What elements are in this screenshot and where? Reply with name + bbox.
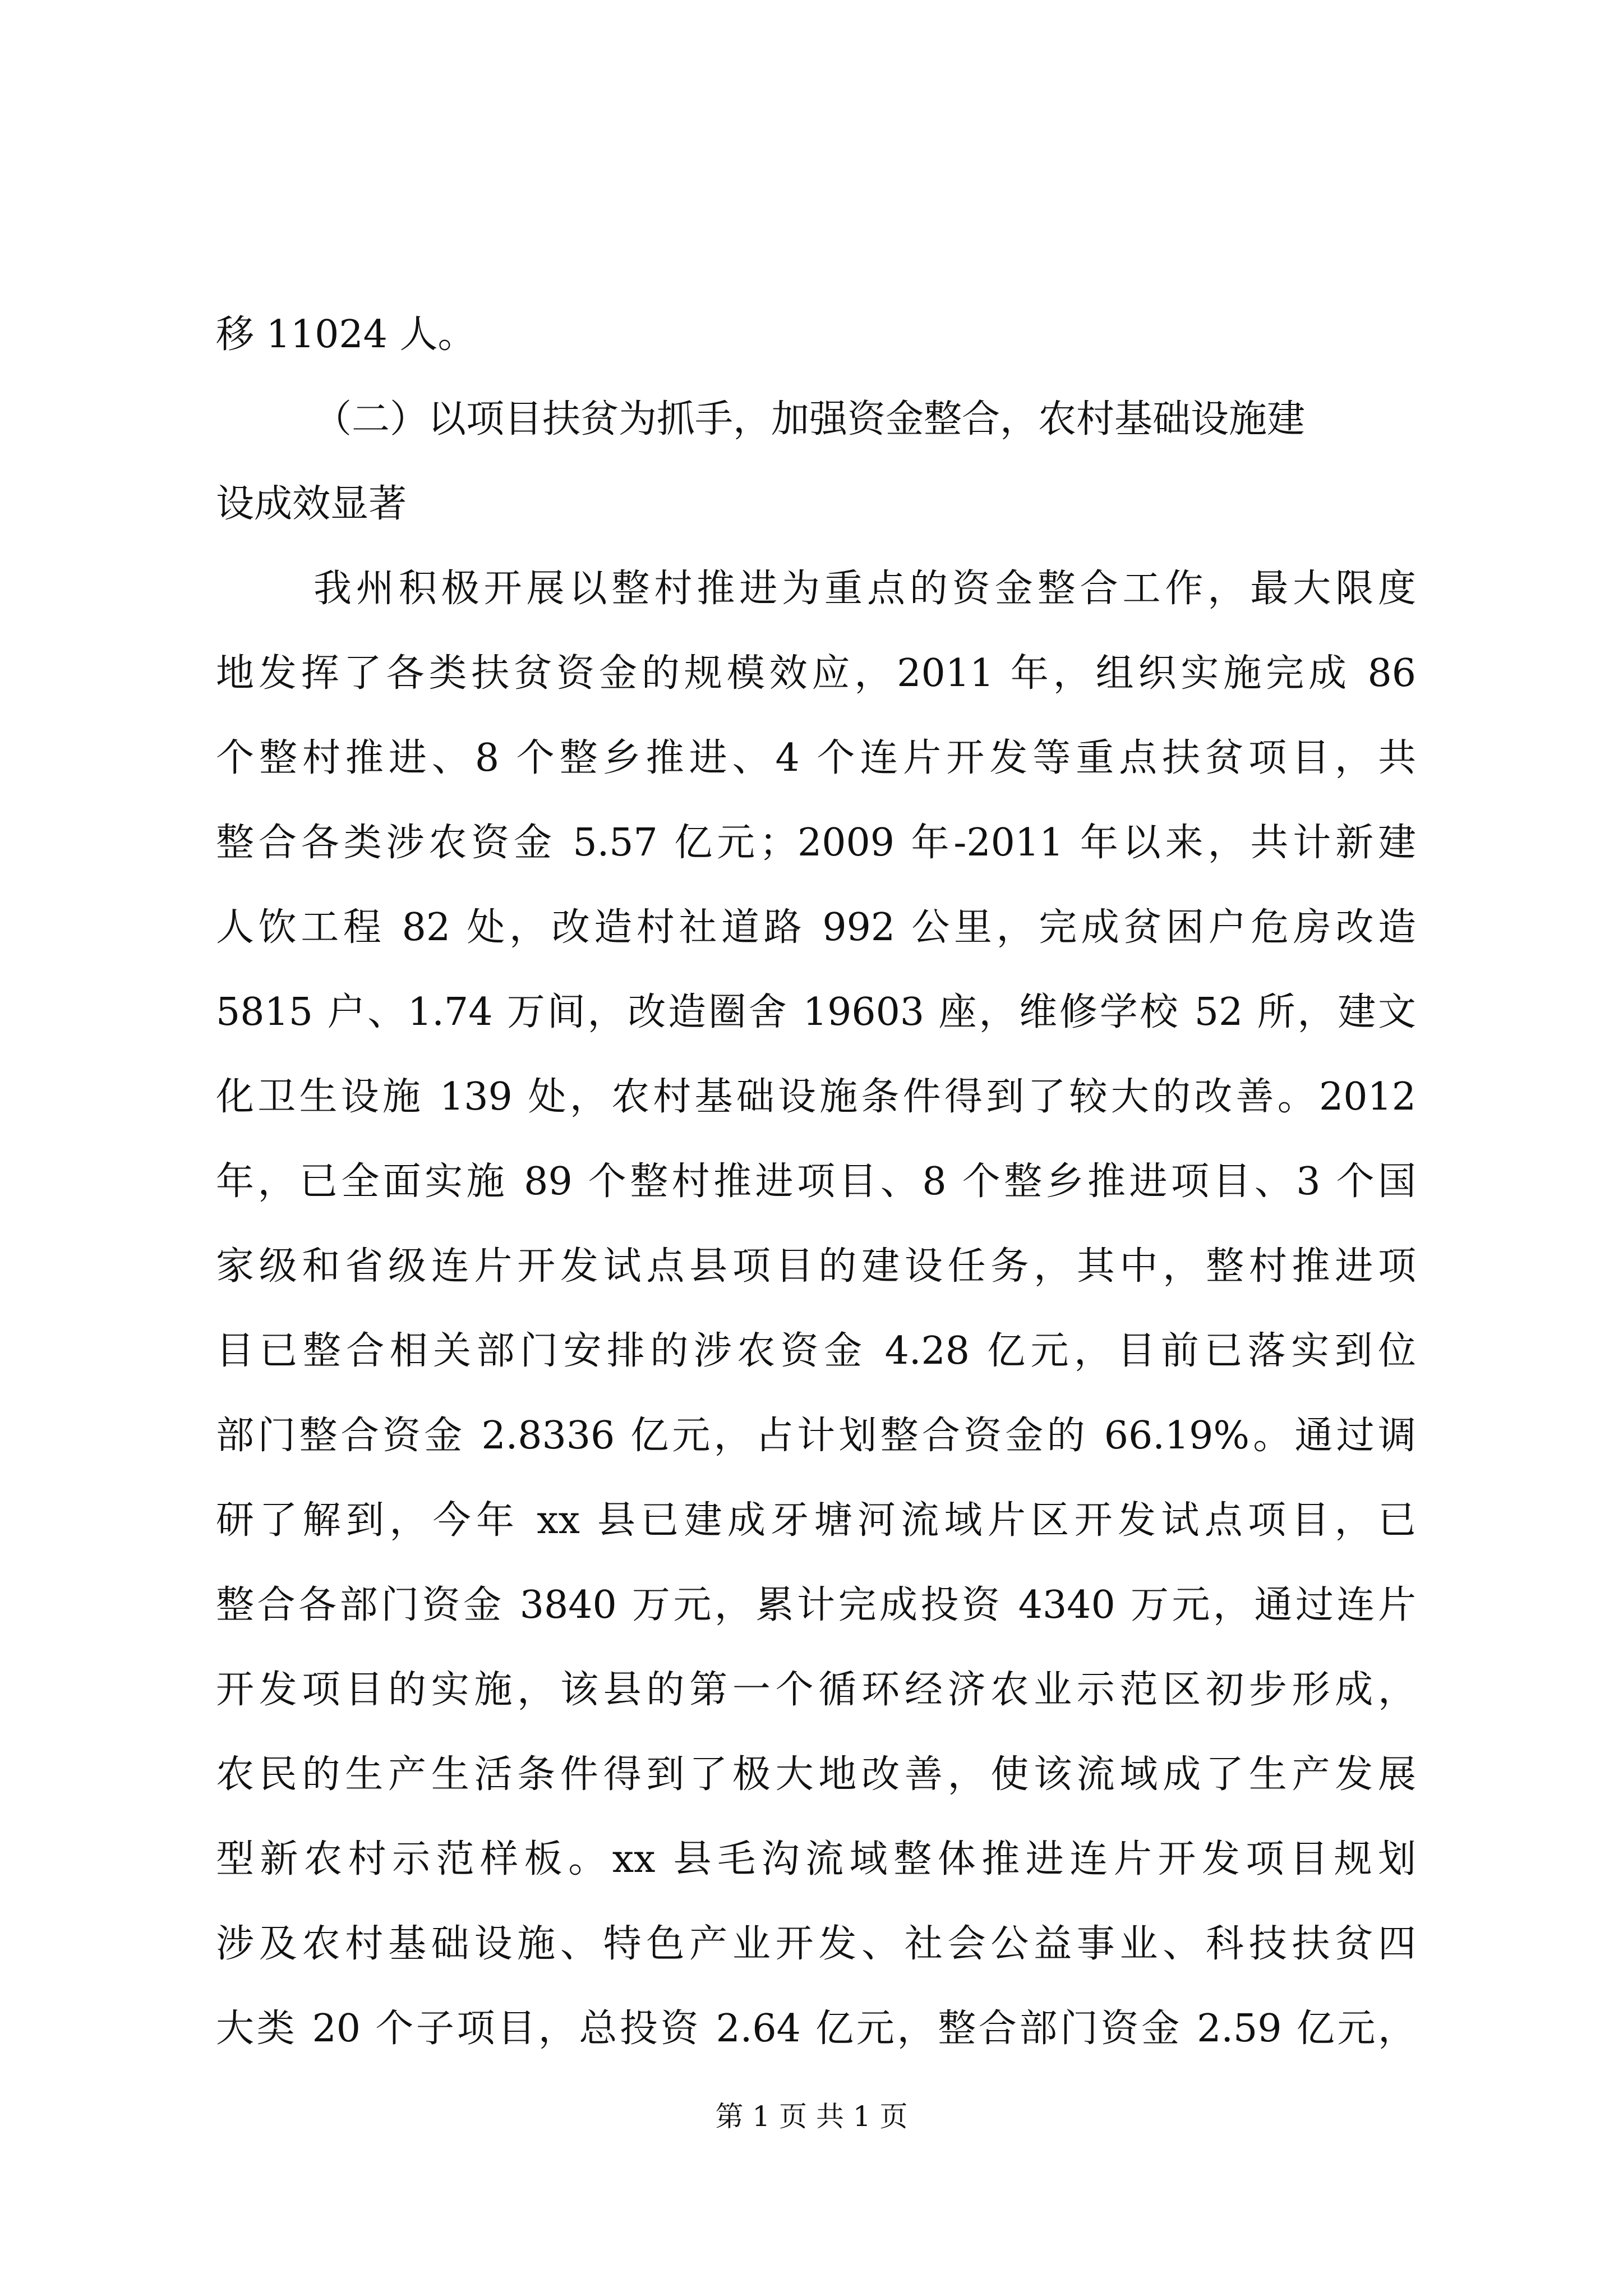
page-number-footer: 第 1 页 共 1 页 — [715, 2100, 908, 2133]
body-text — [216, 308, 1416, 2087]
section-heading-line: 设成效显著 — [216, 482, 407, 526]
text-line: 家级和省级连片开发试点县项目的建设任务，其中，整村推进项 — [216, 1244, 1416, 1289]
text-line: 目已整合相关部门安排的涉农资金 4.28 亿元，目前已落实到位 — [216, 1329, 1416, 1373]
text-line: 涉及农村基础设施、特色产业开发、社会公益事业、科技扶贫四 — [216, 1922, 1416, 1966]
text-line: 整合各部门资金 3840 万元，累计完成投资 4340 万元，通过连片 — [216, 1583, 1416, 1627]
text-line: 5815 户、1.74 万间，改造圈舍 19603 座，维修学校 52 所，建文 — [216, 990, 1416, 1034]
text-line: 部门整合资金 2.8336 亿元，占计划整合资金的 66.19%。通过调 — [216, 1414, 1416, 1458]
text-line: 移 11024 人。 — [216, 312, 476, 357]
text-line: 人饮工程 82 处，改造村社道路 992 公里，完成贫困户危房改造 — [216, 905, 1416, 950]
paragraph-first-line: 我州积极开展以整村推进为重点的资金整合工作，最大限度 — [313, 567, 1416, 611]
text-line: 大类 20 个子项目，总投资 2.64 亿元，整合部门资金 2.59 亿元， — [216, 2007, 1416, 2051]
text-line: 化卫生设施 139 处，农村基础设施条件得到了较大的改善。2012 — [216, 1075, 1416, 1119]
text-line: 年，已全面实施 89 个整村推进项目、8 个整乡推进项目、3 个国 — [216, 1159, 1416, 1204]
text-line: 型新农村示范样板。xx 县毛沟流域整体推进连片开发项目规划 — [216, 1837, 1416, 1881]
text-line: 整合各类涉农资金 5.57 亿元；2009 年-2011 年以来，共计新建 — [216, 821, 1416, 865]
section-heading-line: （二）以项目扶贫为抓手，加强资金整合，农村基础设施建 — [313, 397, 1306, 441]
text-line: 研了解到，今年 xx 县已建成牙塘河流域片区开发试点项目，已 — [216, 1498, 1416, 1543]
text-line: 农民的生产生活条件得到了极大地改善，使该流域成了生产发展 — [216, 1752, 1416, 1797]
text-line: 开发项目的实施，该县的第一个循环经济农业示范区初步形成， — [216, 1668, 1416, 1712]
text-line: 地发挥了各类扶贫资金的规模效应，2011 年，组织实施完成 86 — [216, 651, 1416, 696]
text-line: 个整村推进、8 个整乡推进、4 个连片开发等重点扶贫项目，共 — [216, 736, 1416, 780]
